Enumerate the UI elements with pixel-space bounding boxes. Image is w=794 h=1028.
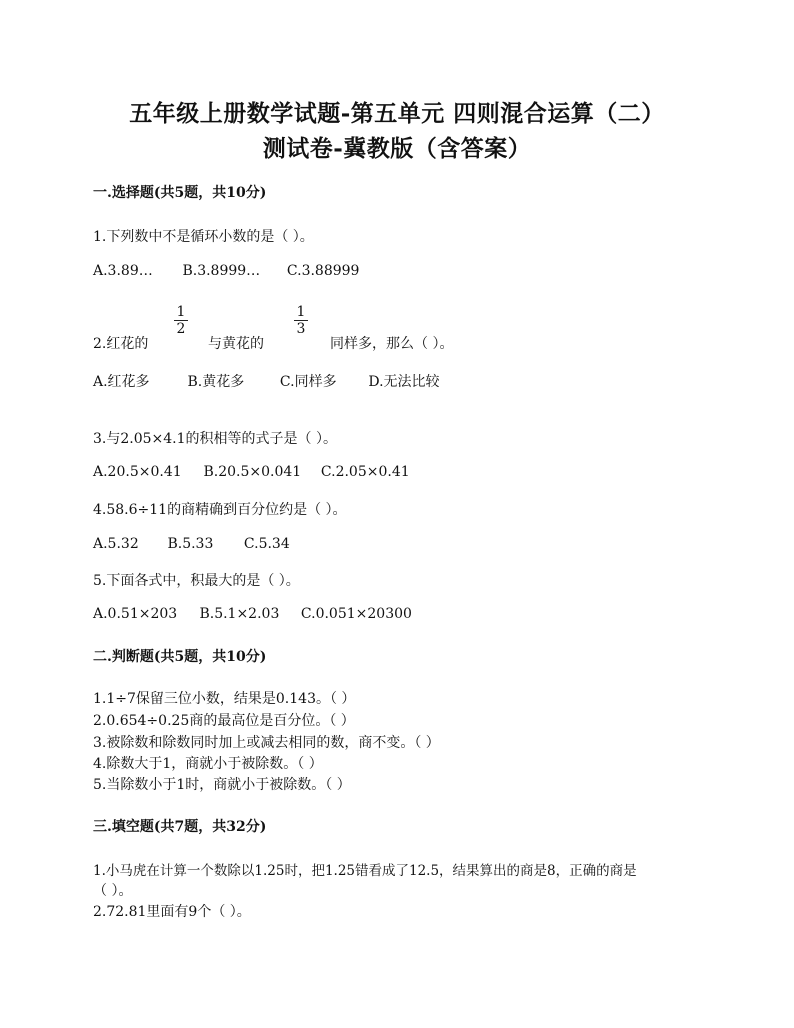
question-text: 5.下面各式中，积最大的是（ ）。	[93, 573, 300, 589]
question-options	[93, 263, 359, 279]
option: C.同样多	[279, 374, 337, 390]
question-options	[93, 371, 440, 391]
option: B.3.8999…	[182, 263, 261, 279]
section-heading-judgement: 二.判断题(共5题，共10分)	[93, 649, 267, 665]
list-item: 3.被除数和除数同时加上或减去相同的数，商不变。（ ）	[93, 735, 440, 751]
question-text-continued: （ ）。	[93, 883, 133, 899]
option: A.20.5×0.41	[93, 464, 182, 480]
page-title-line2: 测试卷-冀教版（含答案）	[262, 135, 532, 162]
list-item: 5.当除数小于1时，商就小于被除数。（ ）	[93, 777, 351, 793]
option: C.3.88999	[286, 263, 360, 279]
question-text: 2.72.81里面有9个（ ）。	[93, 904, 251, 920]
option: B.20.5×0.041	[203, 464, 302, 480]
page-title-line1: 五年级上册数学试题-第五单元 四则混合运算（二）	[129, 100, 665, 127]
fraction	[294, 305, 308, 336]
fraction-numerator: 1	[296, 304, 306, 320]
option: B.黄花多	[187, 374, 245, 390]
question-text-part: 2.红花的	[93, 336, 149, 352]
question-options	[93, 464, 410, 480]
fraction-denominator: 3	[296, 321, 306, 337]
option: D.无法比较	[368, 374, 440, 390]
question-text: 3.与2.05×4.1的积相等的式子是（ ）。	[93, 431, 337, 447]
fraction	[174, 305, 188, 336]
option: B.5.1×2.03	[199, 606, 280, 622]
question-text-part: 与黄花的	[208, 336, 264, 352]
option: C.2.05×0.41	[320, 464, 410, 480]
list-item: 1.1÷7保留三位小数，结果是0.143。（ ）	[93, 691, 356, 707]
fraction-denominator: 2	[176, 321, 186, 337]
option: A.红花多	[93, 374, 150, 390]
option: C.5.34	[243, 536, 290, 552]
question-text: 4.58.6÷11的商精确到百分位约是（ ）。	[93, 502, 347, 518]
option: A.3.89…	[93, 263, 153, 279]
question-text: 1.下列数中不是循环小数的是（ ）。	[93, 229, 314, 245]
option: A.0.51×203	[93, 606, 178, 622]
question-options	[93, 536, 290, 552]
list-item: 2.0.654÷0.25商的最高位是百分位。（ ）	[93, 713, 355, 729]
option: B.5.33	[167, 536, 214, 552]
option: A.5.32	[93, 536, 139, 552]
question-options	[93, 606, 412, 622]
option: C.0.051×20300	[300, 606, 412, 622]
question-text: 1.小马虎在计算一个数除以1.25时，把1.25错看成了12.5，结果算出的商是8，正确的商是	[93, 863, 637, 879]
section-heading-fill-blank: 三.填空题(共7题，共32分)	[93, 819, 267, 835]
question-text-part: 同样多，那么（ ）。	[330, 336, 454, 352]
fraction-numerator: 1	[176, 304, 186, 320]
list-item: 4.除数大于1，商就小于被除数。（ ）	[93, 756, 323, 772]
section-heading-choice: 一.选择题(共5题，共10分)	[93, 185, 267, 201]
